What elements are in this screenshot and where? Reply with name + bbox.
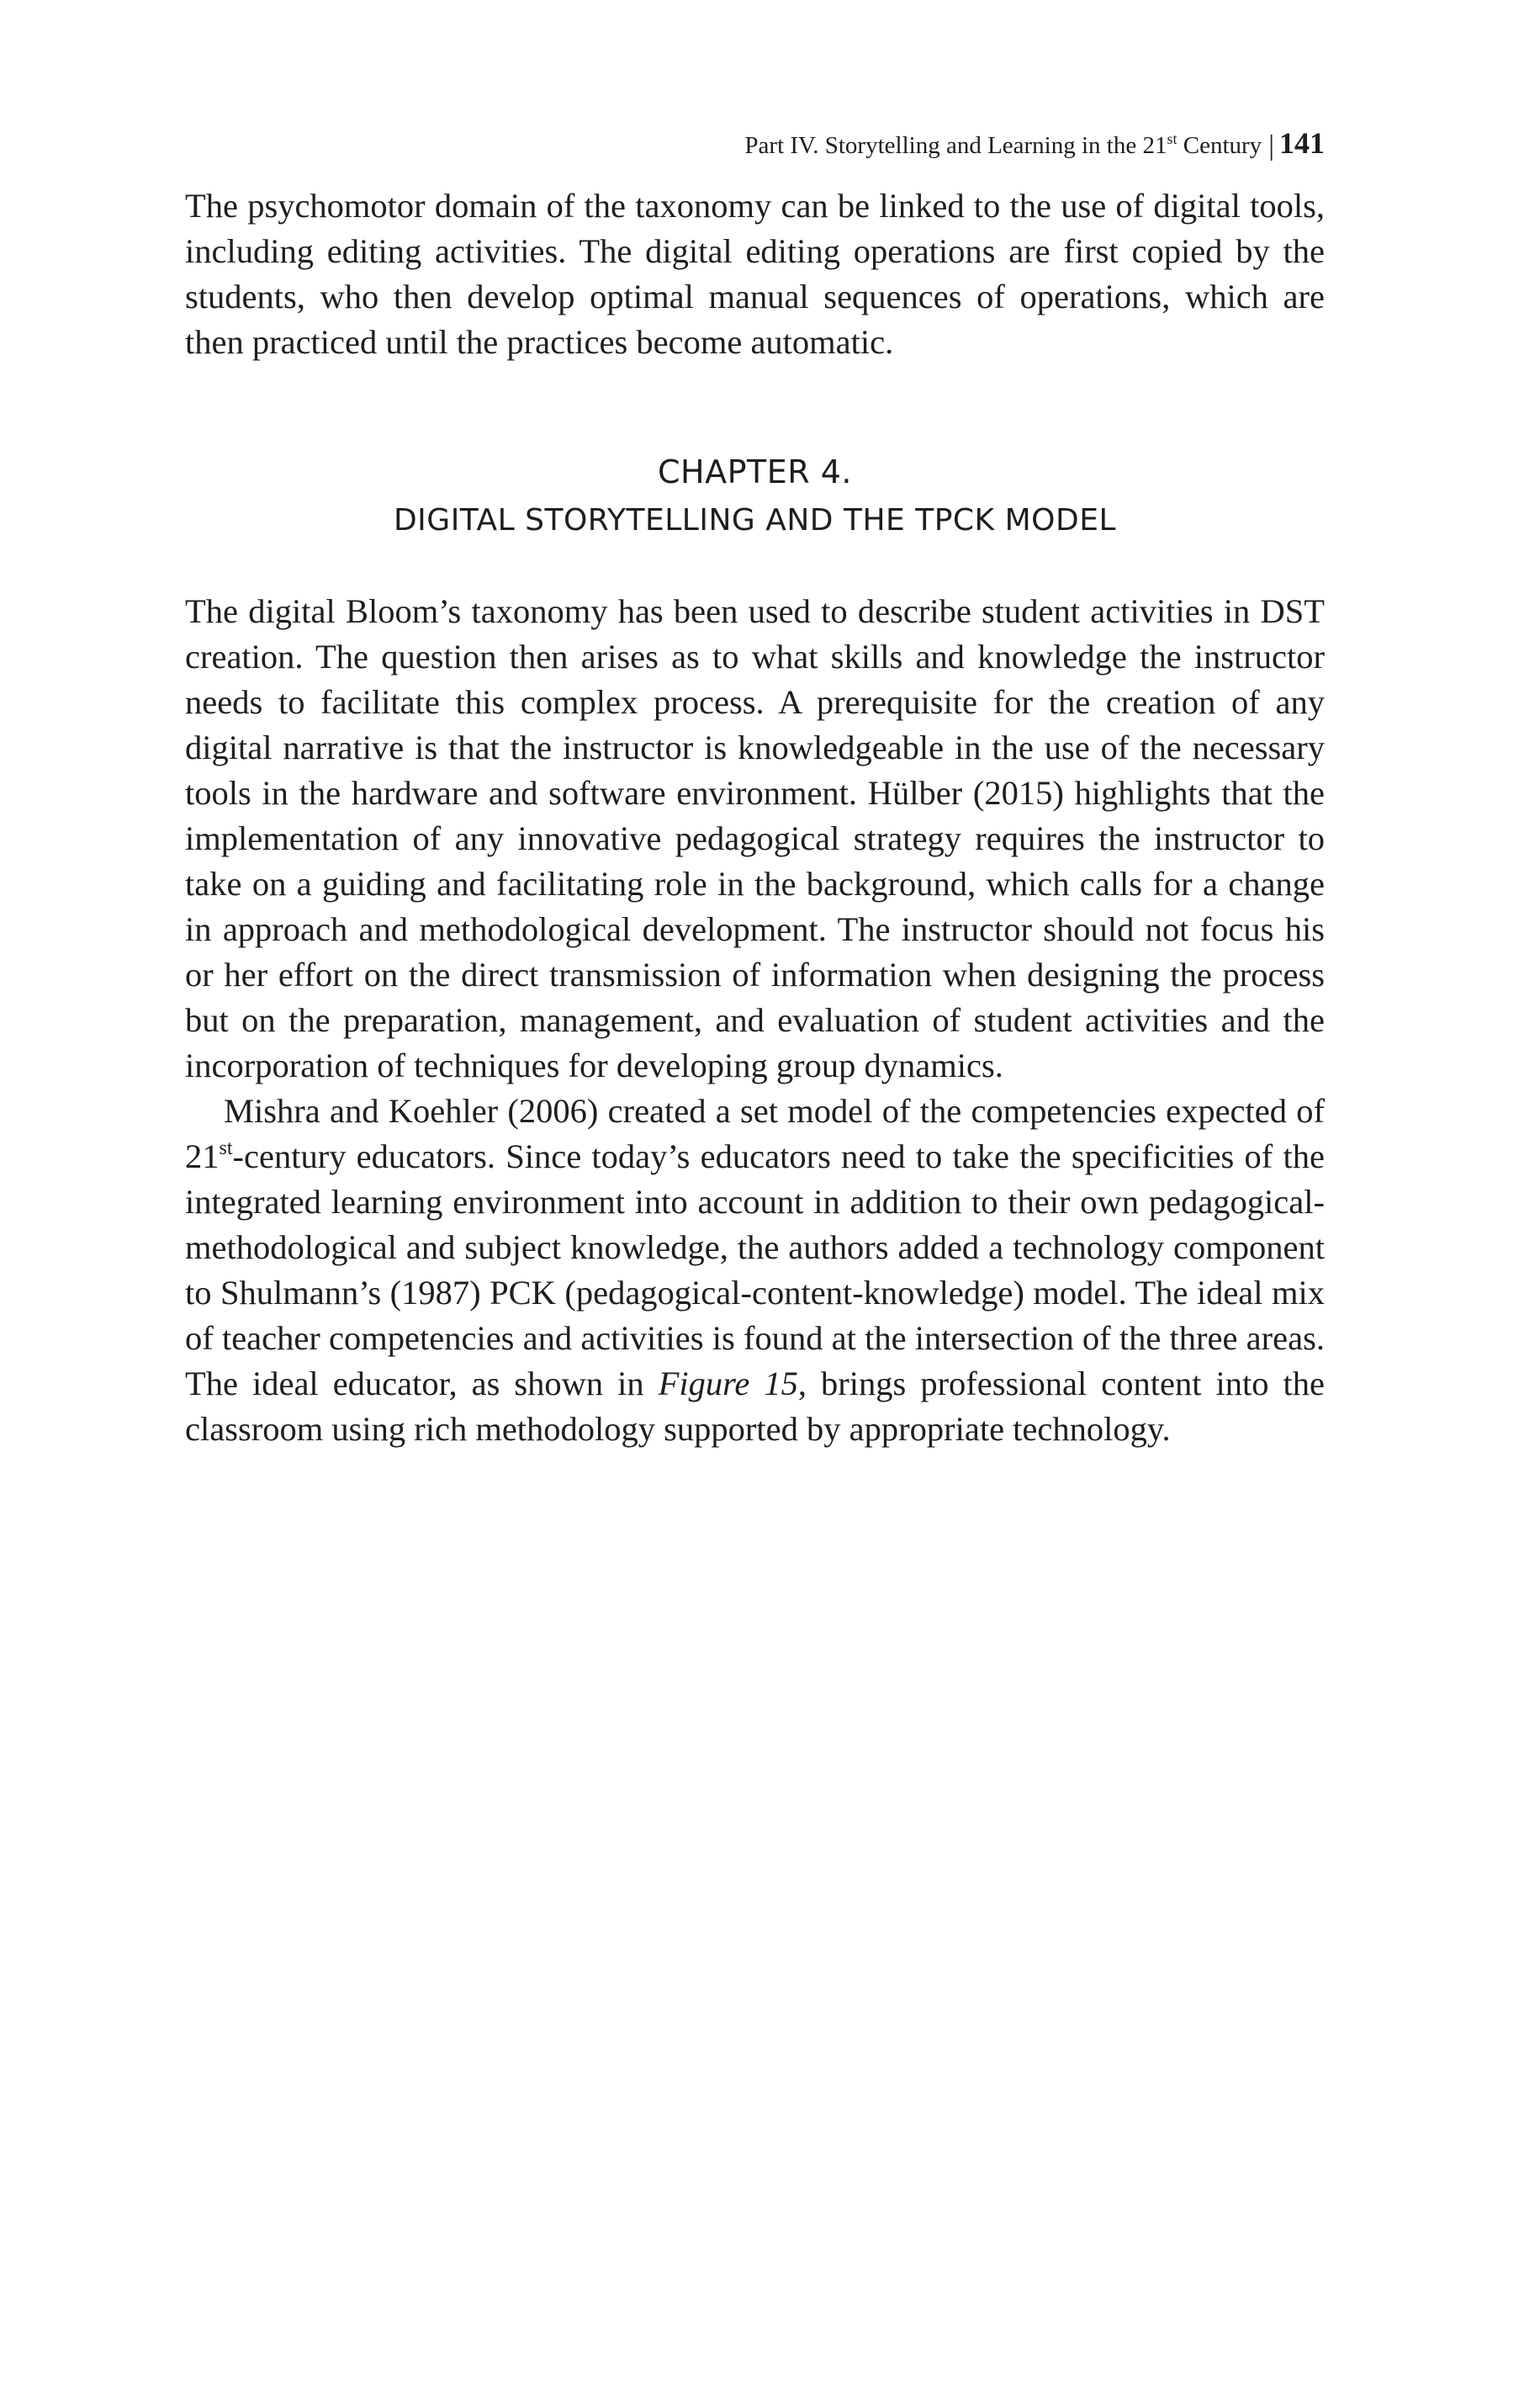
running-head [185, 126, 1325, 167]
body-paragraph-1: The digital Bloom’s taxonomy has been used to describe student activities in DST creation. The question then arises as to what skills and knowledge the instructor needs to facilitate this complex process. A prerequisite for the creation of any digital narrative is that the instructor is knowledgeable in the use of the necessary tools in the hardware and software environment. Hülber (2015) highlights that the implementation of any innovative pedagogical strategy requires the instructor to take on a guiding and facilitating role in the background, which calls for a change in approach and methodological development. The instructor should not focus his or her effort on the direct transmission of information when designing the process but on the preparation, management, and evaluation of student activities and the incorporation of techniques for developing group dynamics. [185, 592, 1325, 1084]
running-head-title: Part IV. Storytelling and Learning in the 21 [744, 132, 1167, 159]
chapter-title: DIGITAL STORYTELLING AND THE TPCK MODEL [393, 503, 1117, 538]
chapter-heading [185, 448, 1325, 545]
body-paragraph-2 [185, 1089, 1325, 1452]
paragraph-2-superscript: st [219, 1137, 233, 1159]
paragraph-2-part-c: , brings professional content into the classroom using rich methodology supported by appropriate technology. [185, 1365, 1326, 1448]
figure-reference: Figure 15 [658, 1365, 798, 1402]
running-head-superscript: st [1167, 130, 1177, 147]
paragraph-2-part-b: -century educators. Since today’s educators need to take the specificities of the integrated learning environment into account in addition to their own pedagogical-methodological and subject knowledge, the authors added a technology component to Shulmann’s (1987) PCK (pedagogical-content-knowledge) model. The ideal mix of teacher competencies and activities is found at the intersection of the three areas. The ideal educator, as shown in [185, 1137, 1325, 1402]
chapter-number: CHAPTER 4. [658, 453, 852, 490]
page-number: 141 [1279, 126, 1325, 160]
running-head-separator: | [1268, 130, 1274, 162]
paragraph-2-part-a: Mishra and Koehler (2006) created a set model of the competencies expected of 21 [185, 1092, 1325, 1175]
intro-paragraph: The psychomotor domain of the taxonomy can be linked to the use of digital tools, including editing activities. The digital editing operations are first copied by the students, who then develop optimal manual sequences of operations, which are then practiced until the practices become automatic. [185, 187, 1325, 361]
running-head-title-end: Century [1177, 132, 1262, 159]
book-page [185, 126, 1325, 1452]
